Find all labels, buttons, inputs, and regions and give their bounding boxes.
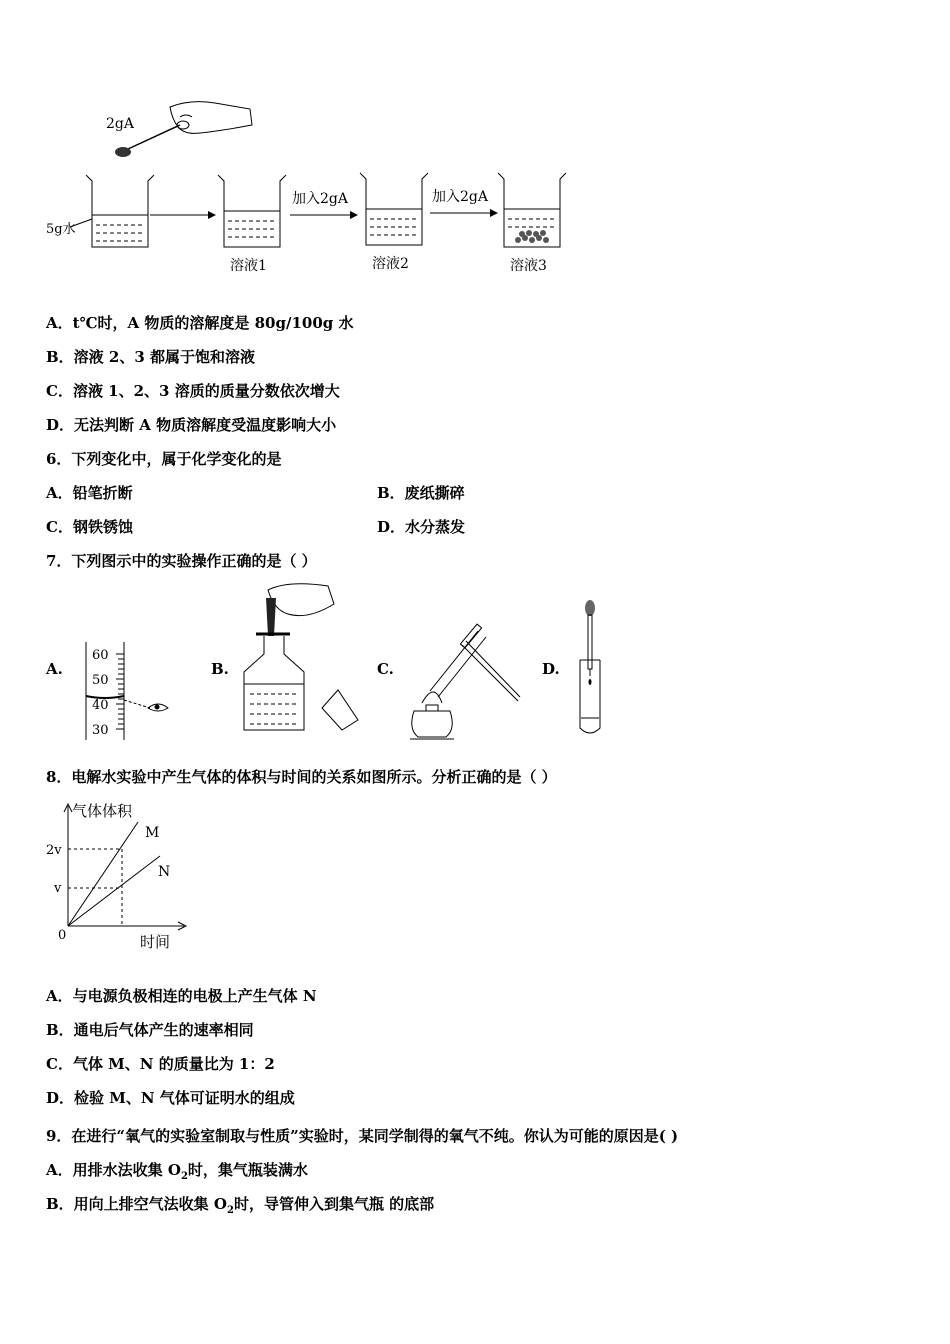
undissolved-solid [515,230,549,243]
q9-option-b-sub: 2 [226,1205,234,1216]
q9-option-b [46,1193,434,1216]
step-1-label: 加入2gA [292,191,348,207]
solution-1-label: 溶液1 [230,258,267,274]
hand-icon [170,102,252,134]
q9-option-b-text: B．用向上排空气法收集 O [46,1195,227,1213]
q9-option-b-text-end: 时，导管伸入到集气瓶 的底部 [233,1195,435,1213]
q6-option-d: D．水分蒸发 [377,518,466,536]
graph-y-2v: 2v [46,843,62,858]
q9-option-a-text: A．用排水法收集 O [46,1161,181,1179]
beaker-water [86,175,154,247]
q6-stem: 6．下列变化中，属于化学变化的是 [46,450,282,468]
series-M-line [68,822,138,926]
q5-option-a: A．t℃时，A 物质的溶解度是 80g/100g 水 [46,314,354,332]
q9-option-a-text-end: 时，集气瓶装满水 [187,1161,308,1179]
spoon-label: 2gA [106,116,134,132]
graph-origin: 0 [58,928,67,943]
beaker-solution-2 [360,173,428,245]
gas-volume-graph [40,800,200,955]
q6-option-c: C．钢铁锈蚀 [46,518,133,536]
tick-60: 60 [92,648,109,663]
solution-2-label: 溶液2 [372,256,409,272]
q5-option-c: C．溶液 1、2、3 溶质的质量分数依次增大 [46,382,340,400]
tick-50: 50 [92,673,109,688]
q8-option-d: D．检验 M、N 气体可证明水的组成 [46,1089,295,1107]
series-N-label: N [158,864,171,880]
q7-option-c-label: C. [377,660,394,678]
q8-stem: 8．电解水实验中产生气体的体积与时间的关系如图所示。分析正确的是（ ） [46,768,557,786]
tick-40: 40 [92,698,109,713]
q5-option-b: B．溶液 2、3 都属于饱和溶液 [46,348,255,366]
reagent-bottle-figure [238,580,368,735]
heating-test-tube-figure [400,625,525,743]
graph-ylabel: 气体体积 [72,802,133,820]
series-M-label: M [145,825,160,841]
q9-stem: 9．在进行“氧气的实验室制取与性质”实验时，某同学制得的氧气不纯。你认为可能的原因是( ) [46,1127,679,1145]
graph-y-v: v [54,881,62,896]
q8-option-c: C．气体 M、N 的质量比为 1：2 [46,1055,275,1073]
hand-icon [268,584,334,616]
q7-stem: 7．下列图示中的实验操作正确的是（ ） [46,552,317,570]
graduated-cylinder-figure [80,640,180,742]
graph-xlabel: 时间 [140,933,171,951]
water-label: 5g水 [46,222,76,237]
q7-option-d-label: D. [542,660,560,678]
dissolution-figure [40,95,600,280]
eye-icon [148,704,168,711]
q5-option-d: D．无法判断 A 物质溶解度受温度影响大小 [46,416,337,434]
q8-option-a: A．与电源负极相连的电极上产生气体 N [46,987,317,1005]
q6-option-b: B．废纸撕碎 [377,484,465,502]
alcohol-lamp-icon [410,692,454,739]
dropper-figure [570,598,610,740]
solution-3-label: 溶液3 [510,258,547,274]
q6-option-a: A．铅笔折断 [46,484,133,502]
tick-30: 30 [92,723,109,738]
q9-option-a-sub: 2 [180,1171,188,1182]
q7-option-b-label: B. [211,660,229,678]
series-N-line [68,856,160,926]
q9-option-a [46,1159,308,1182]
stopper-icon [322,690,358,730]
q8-option-b: B．通电后气体产生的速率相同 [46,1021,254,1039]
beaker-solution-3 [498,173,566,247]
q7-option-a-label: A. [46,660,63,678]
step-2-label: 加入2gA [432,189,488,205]
beaker-solution-1 [218,175,286,247]
